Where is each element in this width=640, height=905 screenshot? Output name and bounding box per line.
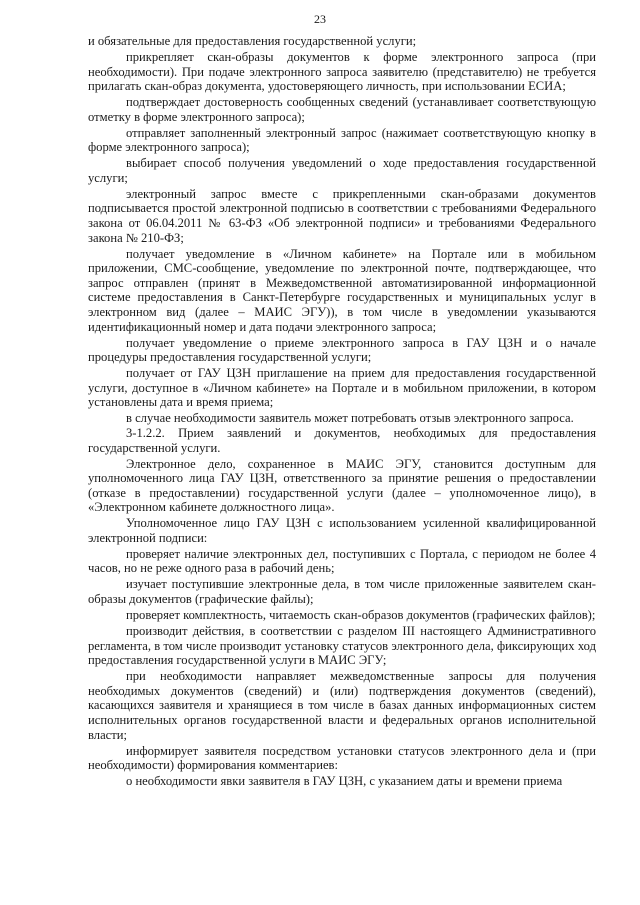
paragraph: Электронное дело, сохраненное в МАИС ЭГУ, становится доступным для уполномоченного лица ГАУ ЦЗН, ответственного за принятие решения о предоставлении (отказе в предоставлении) государственной услуги (далее – уполномоченное лицо), в «Электронном кабинете должностного лица». (88, 456, 596, 515)
paragraph: Уполномоченное лицо ГАУ ЦЗН с использованием усиленной квалифицированной электронной подписи: (88, 516, 596, 545)
paragraph: прикрепляет скан-образы документов к форме электронного запроса (при необходимости). При подаче электронного запроса заявителю (представителю) не требуется прилагать скан-образ документа, удостоверяющего личность, при использовании ЕСИА; (88, 49, 596, 94)
paragraph: отправляет заполненный электронный запрос (нажимает соответствующую кнопку в форме электронного запроса); (88, 125, 596, 155)
paragraph: электронный запрос вместе с прикрепленными скан-образами документов подписывается простой электронной подписью в соответствии с требованиями Федерального закона от 06.04.2011 № 63-ФЗ «Об электронной подписи» и требованиями Федерального закона № 210-ФЗ; (88, 186, 596, 245)
paragraph: о необходимости явки заявителя в ГАУ ЦЗН, с указанием даты и времени приема (126, 774, 563, 789)
paragraph: в случае необходимости заявитель может потребовать отзыв электронного запроса. (126, 411, 574, 426)
document-body (88, 34, 596, 789)
paragraph: производит действия, в соответствии с разделом III настоящего Административного регламента, в том числе производит установку статусов электронного дела, фиксирующих ход предоставления государственной услуги в МАИС ЭГУ; (88, 624, 596, 668)
section-heading: 3-1.2.2. Прием заявлений и документов, необходимых для предоставления государственной услуги. (88, 425, 596, 455)
paragraph: проверяет комплектность, читаемость скан-образов документов (графических файлов); (126, 608, 596, 623)
paragraph: выбирает способ получения уведомлений о ходе предоставления государственной услуги; (88, 156, 596, 185)
paragraph: получает уведомление в «Личном кабинете» на Портале или в мобильном приложении, СМС-сообщение, уведомление по электронной почте, подтверждающее, что запрос отправлен (принят в Межведомственной автоматизированной информационной системе предоставления в Санкт-Петербурге государственных и муниципальных услуг в электронном вид (далее – МАИС ЭГУ)), в том числе в уведомлении указываются идентификационный номер и дата подачи электронного запроса; (88, 246, 596, 334)
paragraph: получает от ГАУ ЦЗН приглашение на прием для предоставления государственной услуги, доступное в «Личном кабинете» на Портале и в мобильном приложении, в котором установлены дата и время приема; (88, 366, 596, 410)
paragraph: подтверждает достоверность сообщенных сведений (устанавливает соответствующую отметку в форме электронного запроса); (88, 95, 596, 124)
paragraph: при необходимости направляет межведомственные запросы для получения необходимых документов (сведений) и (или) подтверждения документов (сведений), касающихся заявителя и хранящиеся в том числе в базах данных информационных систем исполнительных органов государственной власти и федеральных органов исполнительной власти; (88, 669, 596, 742)
paragraph: изучает поступившие электронные дела, в том числе приложенные заявителем скан-образы документов (графические файлы); (88, 577, 596, 607)
paragraph: получает уведомление о приеме электронного запроса в ГАУ ЦЗН и о начале процедуры предоставления государственной услуги; (88, 335, 596, 365)
paragraph: проверяет наличие электронных дел, поступивших с Портала, с периодом не более 4 часов, но не реже одного раза в рабочий день; (88, 546, 596, 576)
paragraph: информирует заявителя посредством установки статусов электронного дела и (при необходимости) формирования комментариев: (88, 743, 596, 773)
paragraph: и обязательные для предоставления государственной услуги; (88, 34, 417, 48)
page-number: 23 (314, 12, 326, 26)
